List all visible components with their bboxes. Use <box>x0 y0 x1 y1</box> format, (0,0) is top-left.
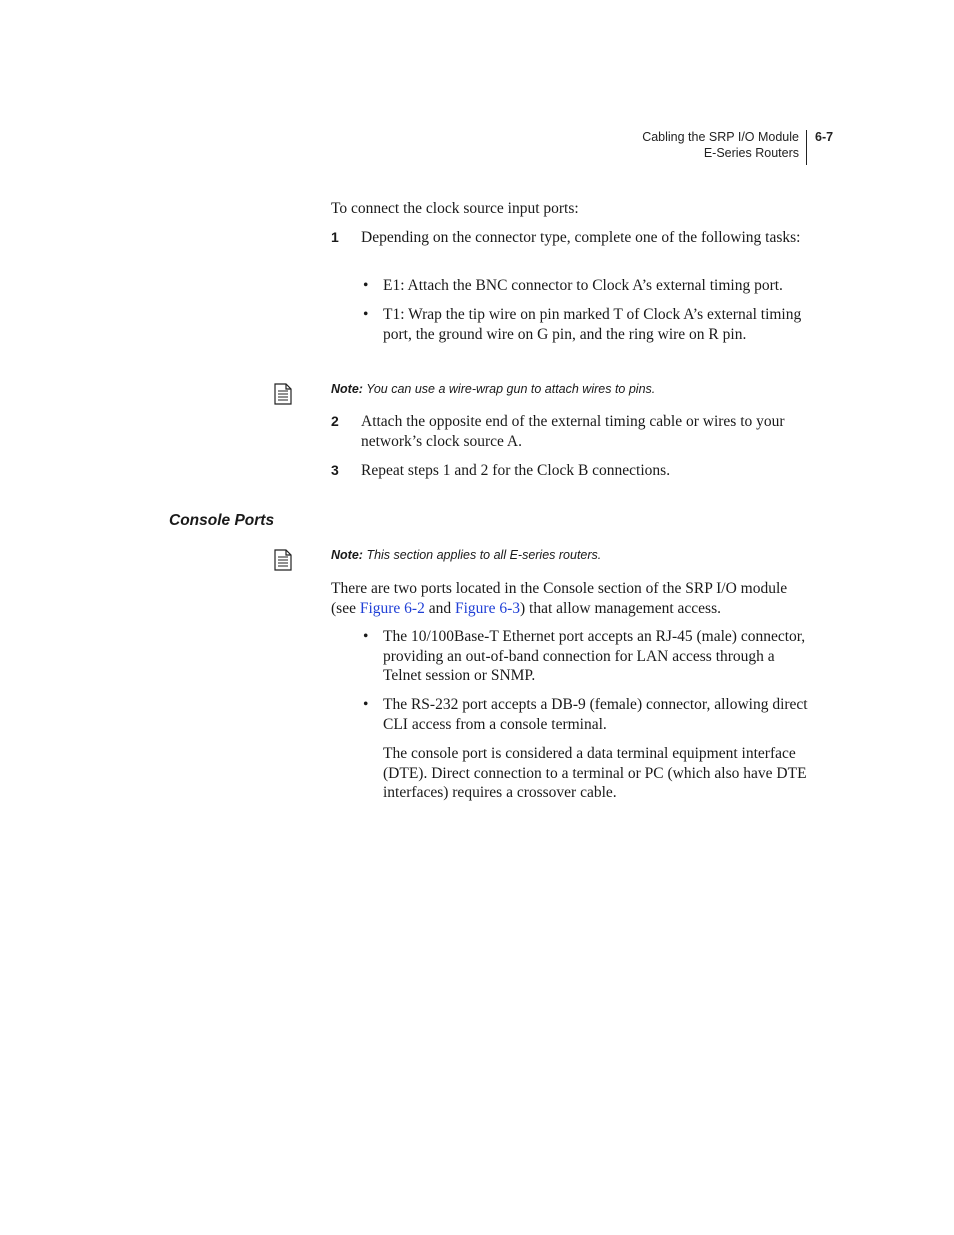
bullet-symbol: • <box>363 696 369 713</box>
running-header <box>642 130 799 161</box>
header-divider <box>806 130 807 165</box>
bullet-symbol: • <box>363 628 369 645</box>
page-number: 6-7 <box>815 130 834 144</box>
figure-6-2-link[interactable]: Figure 6-2 <box>359 599 425 617</box>
step-number-2: 2 <box>331 413 339 429</box>
console-bullet-rs232: The RS-232 port accepts a DB-9 (female) connector, allowing direct CLI access from a console terminal. <box>383 696 808 733</box>
note-text: This section applies to all E-series routers. <box>366 548 602 562</box>
step1-bullet-2: T1: Wrap the tip wire on pin marked T of Clock A’s external timing port, the ground wire on G pin, and the ring wire on R pin. <box>383 306 802 343</box>
paragraph-text: There are two ports located in the Console section of the SRP I/O module (see <box>331 580 788 617</box>
step-number-3: 3 <box>331 462 339 478</box>
paragraph-text: ) that allow management access. <box>520 599 721 617</box>
step1-bullet-1: E1: Attach the BNC connector to Clock A’s external timing port. <box>383 277 783 294</box>
note-icon <box>274 549 292 571</box>
section-title: Console Ports <box>169 512 275 529</box>
note-text: You can use a wire-wrap gun to attach wires to pins. <box>366 382 656 396</box>
note-label: Note: <box>331 382 363 396</box>
note-label: Note: <box>331 548 363 562</box>
paragraph-text: and <box>424 599 455 617</box>
intro-text: To connect the clock source input ports: <box>331 200 579 217</box>
chapter-title: Cabling the SRP I/O Module <box>642 130 799 144</box>
step-number-1: 1 <box>331 229 339 245</box>
step-text-3: Repeat steps 1 and 2 for the Clock B connections. <box>361 462 671 479</box>
bullet-symbol: • <box>363 277 369 294</box>
note-wire-wrap <box>331 381 655 397</box>
step-text-1: Depending on the connector type, complete one of the following tasks: <box>361 229 801 246</box>
console-bullet-ethernet: The 10/100Base-T Ethernet port accepts an RJ-45 (male) connector, providing an out-of-band connection for LAN access through a Telnet session or SNMP. <box>383 628 806 684</box>
note-icon <box>274 383 292 405</box>
book-title: E-Series Routers <box>703 145 799 160</box>
section-paragraph <box>331 579 801 618</box>
console-dte-paragraph: The console port is considered a data terminal equipment interface (DTE). Direct connection to a terminal or PC (which also have DTE interfaces) requires a crossover cable. <box>383 745 807 801</box>
step-text-2: Attach the opposite end of the external timing cable or wires to your network’s clock source A. <box>361 413 785 450</box>
figure-6-3-link[interactable]: Figure 6-3 <box>454 599 520 617</box>
note-e-series <box>331 547 601 563</box>
bullet-symbol: • <box>363 306 369 323</box>
